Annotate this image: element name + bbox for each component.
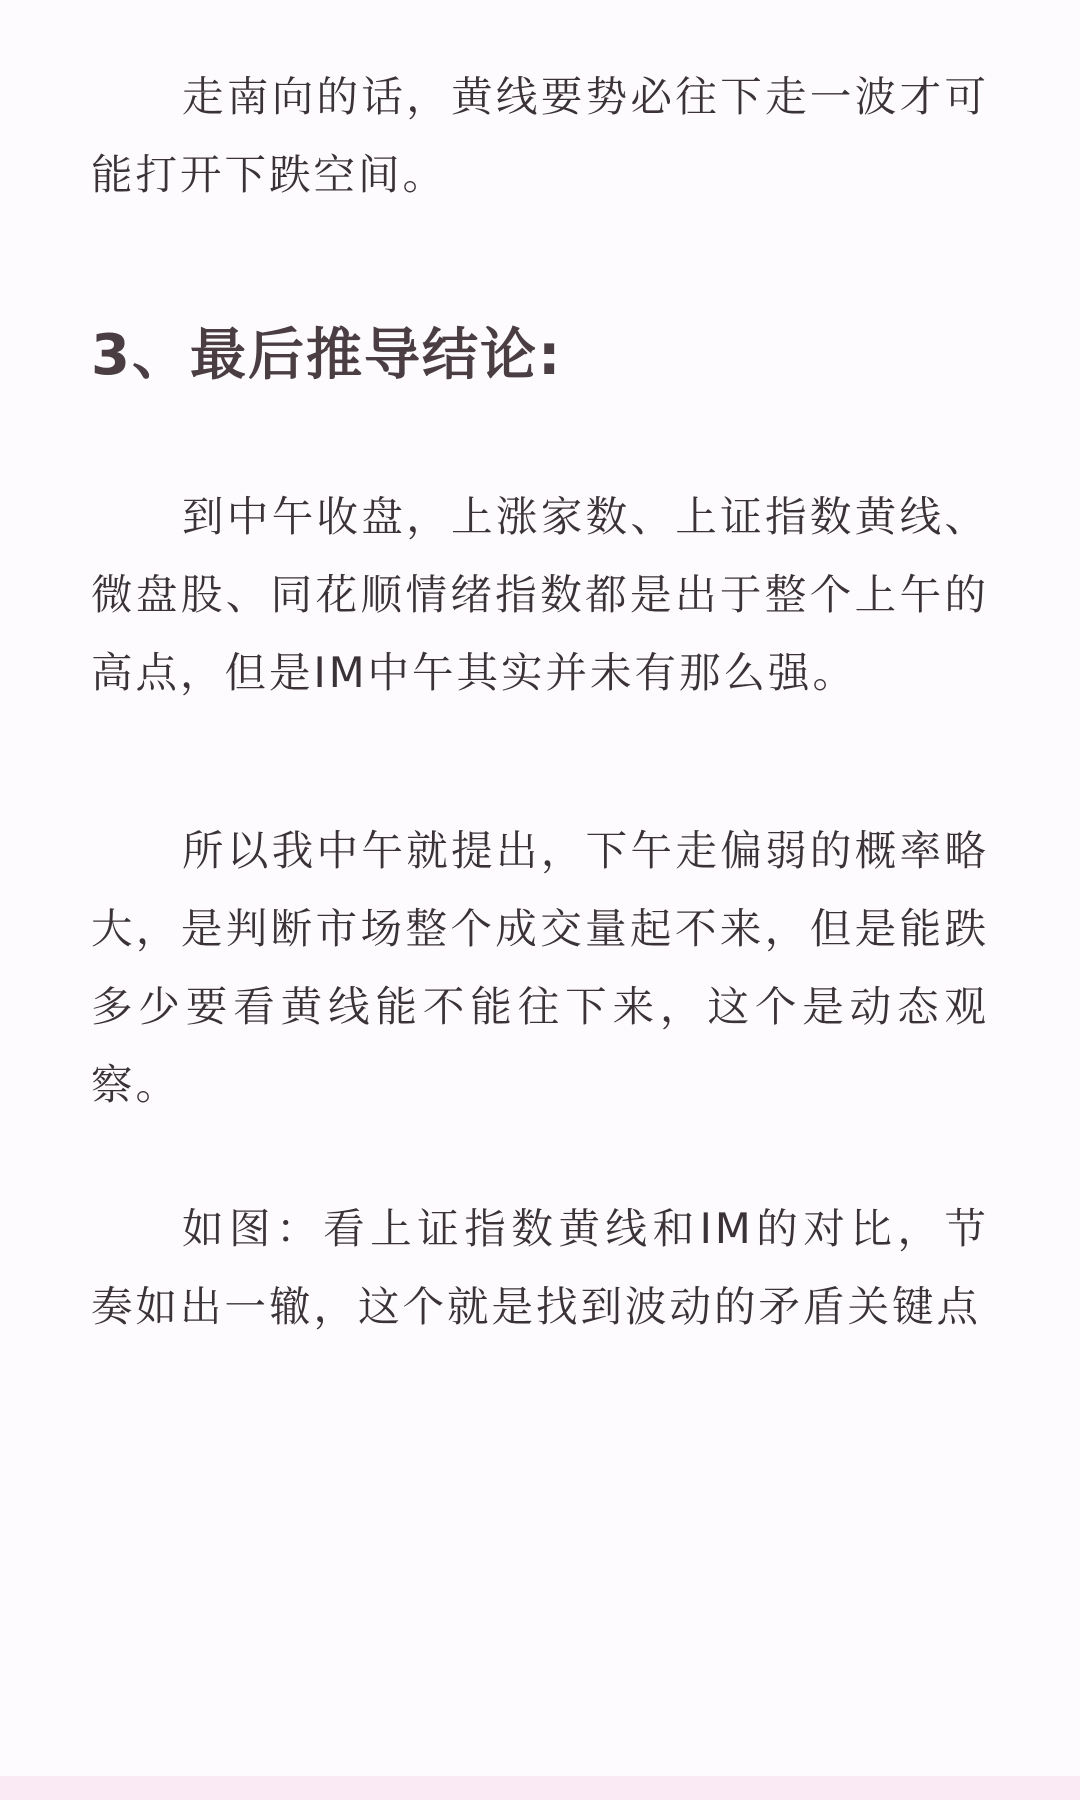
paragraph-midday-close: 到中午收盘，上涨家数、上证指数黄线、微盘股、同花顺情绪指数都是出于整个上午的高点，但是IM中午其实并未有那么强。: [91, 492, 989, 697]
bottom-divider-band: [0, 1776, 1080, 1800]
paragraph-chart-comparison: 如图：看上证指数黄线和IM的对比，节奏如出一辙，这个就是找到波动的矛盾关键点: [91, 1204, 989, 1331]
paragraph-afternoon-outlook: 所以我中午就提出，下午走偏弱的概率略大，是判断市场整个成交量起不来，但是能跌多少要看黄线能不能往下来，这个是动态观察。: [91, 826, 989, 1109]
section-heading-conclusion: 3、最后推导结论:: [91, 323, 563, 388]
paragraph-southbound: 走南向的话，黄线要势必往下走一波才可能打开下跌空间。: [91, 72, 989, 199]
